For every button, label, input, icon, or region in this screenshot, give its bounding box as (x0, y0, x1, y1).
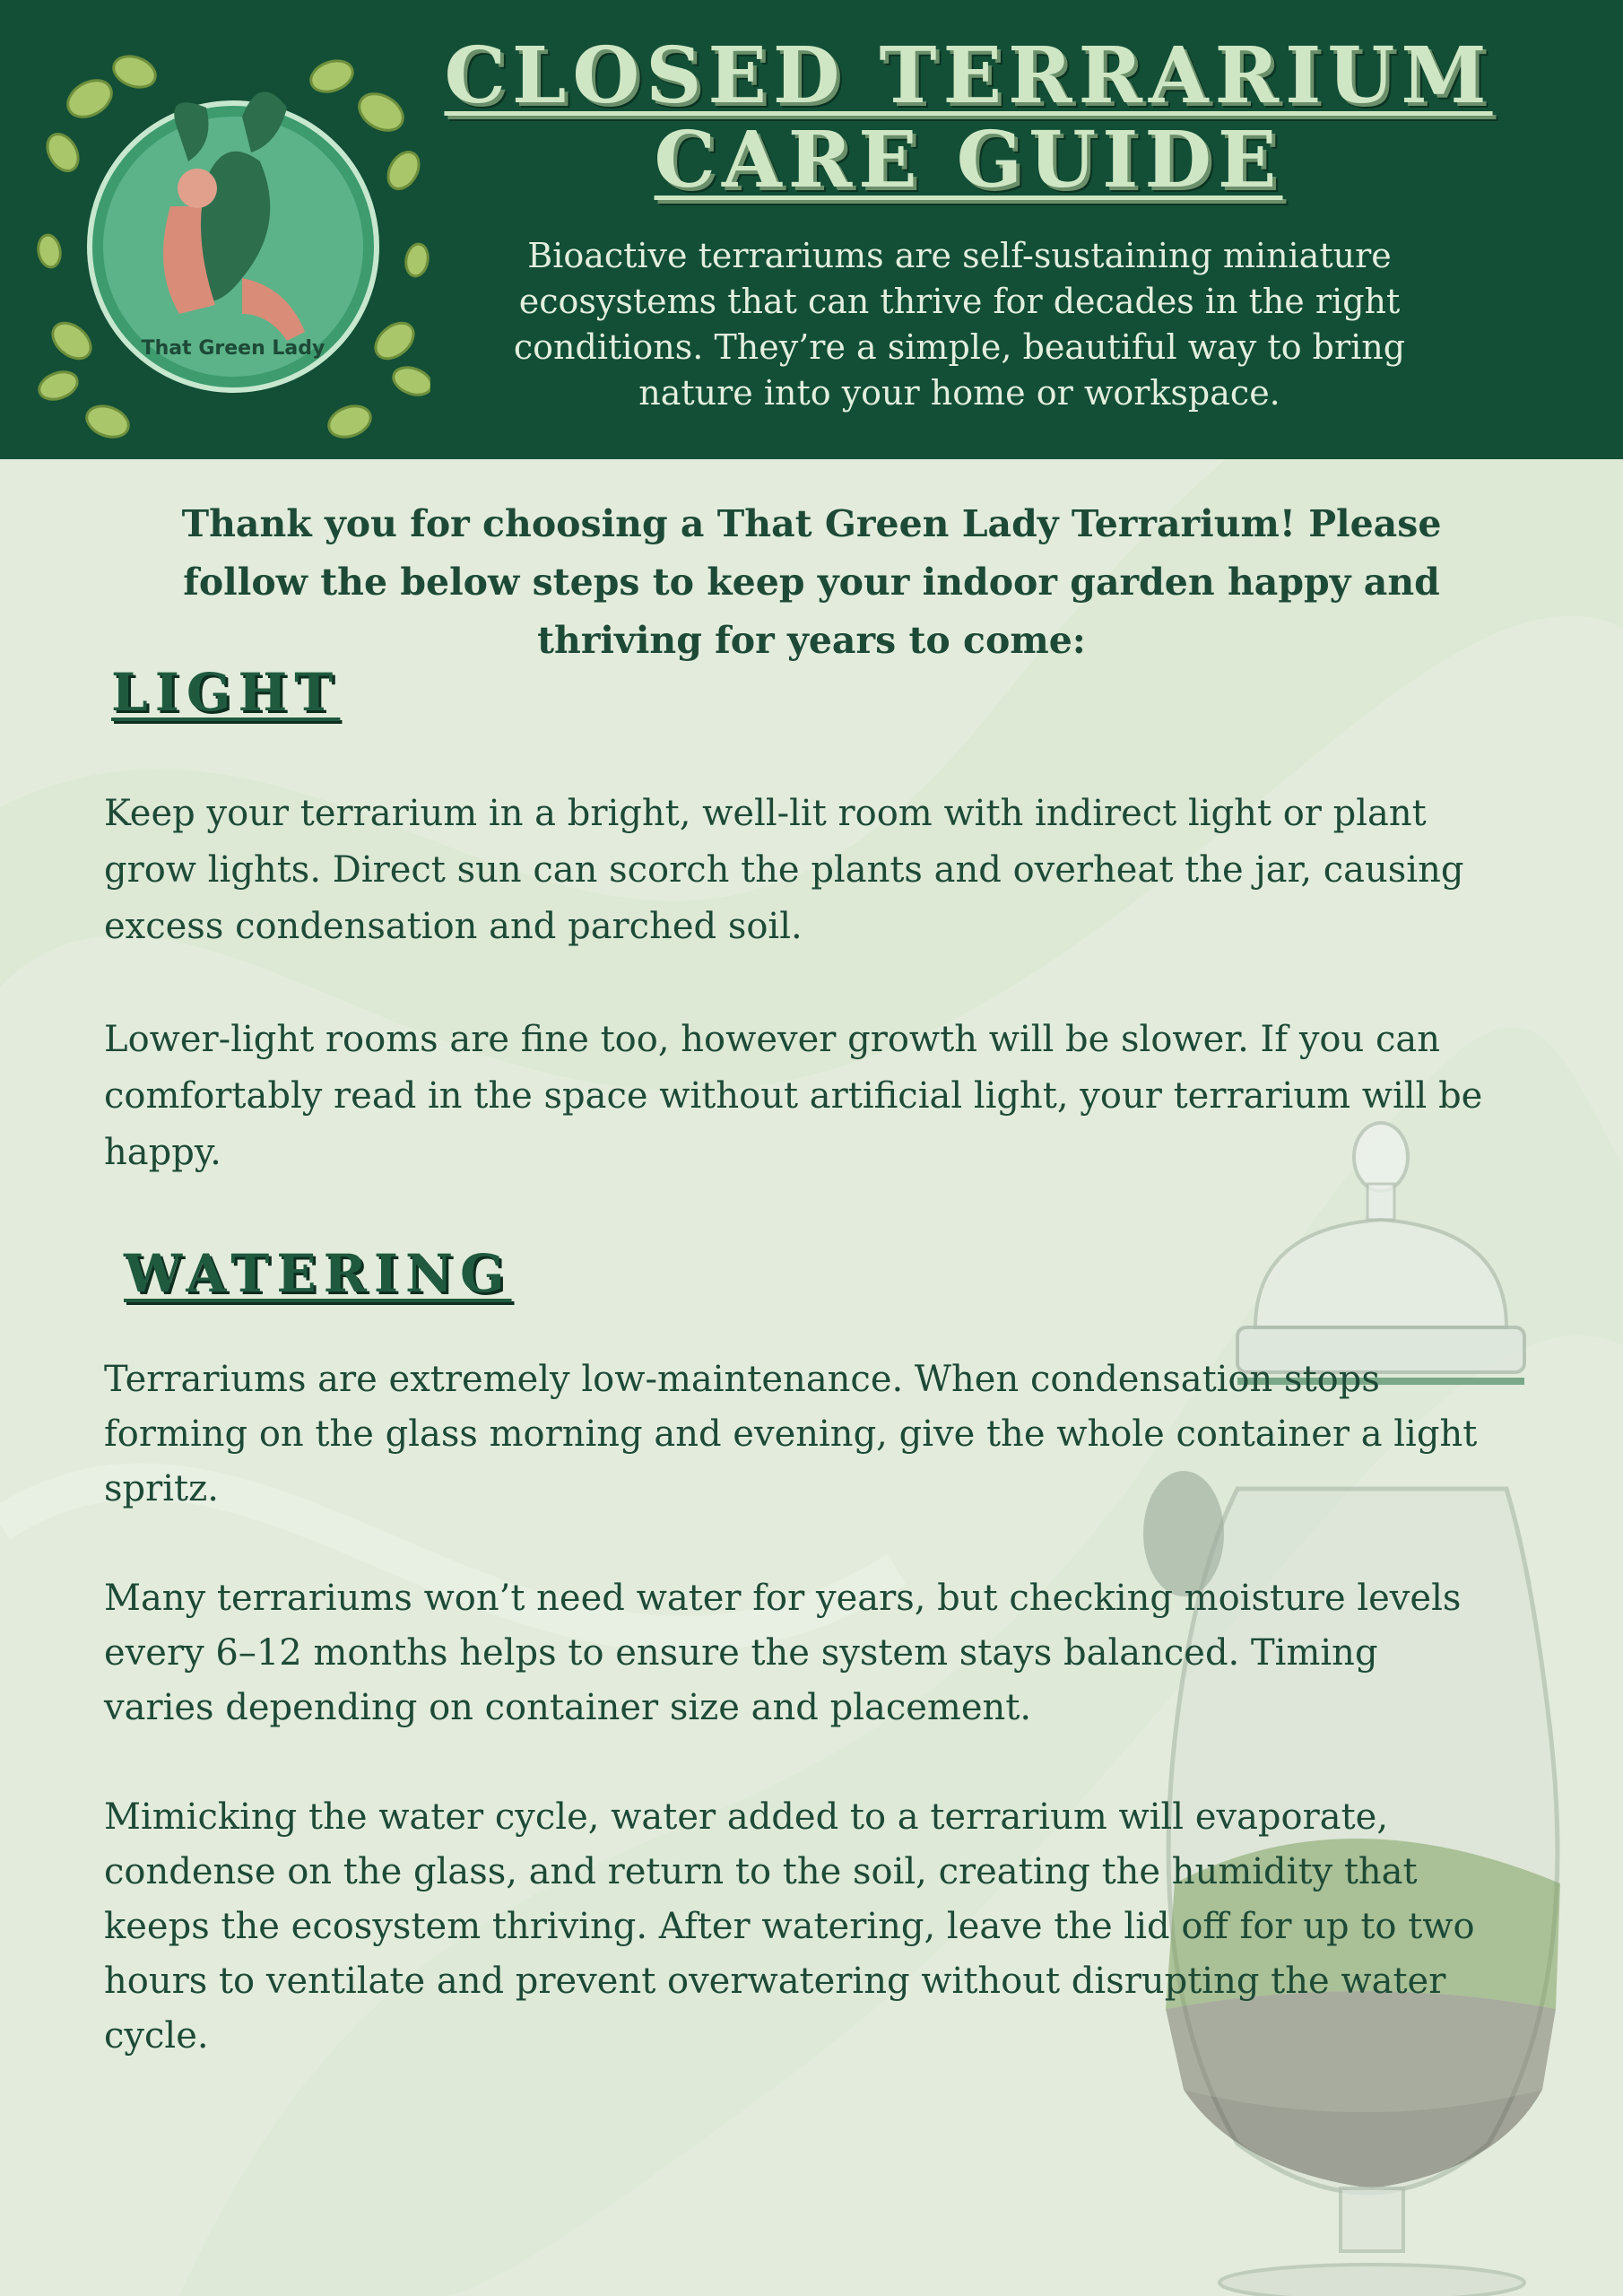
watering-paragraph-3: Mimicking the water cycle, water added to a terrarium will evaporate, condense on the glass, and return to the soil, creating the humidity that keeps the ecosystem thriving. After watering, leave the lid off for up to two hours to ventilate and prevent overwatering without disrupting the water cycle. (104, 1796, 1475, 2057)
title-line-1: CLOSED TERRARIUM (444, 30, 1493, 121)
title-line-2: CARE GUIDE (654, 115, 1283, 205)
page-title (430, 30, 1506, 205)
light-section (104, 786, 1485, 1238)
header-banner (0, 0, 1623, 459)
watering-heading: WATERING (124, 1243, 512, 1304)
watering-paragraph-2: Many terrariums won’t need water for years, but checking moisture levels every 6–12 months helps to ensure the system stays balanced. Timing varies depending on container size and placement. (104, 1578, 1462, 1728)
intro-text: Bioactive terrariums are self-sustaining miniature ecosystems that can thrive for decades in the right conditions. They’re a simple, beautiful way to bring nature into your home or workspace. (513, 236, 1406, 413)
watering-section (104, 1352, 1485, 2120)
light-paragraph-2: Lower-light rooms are fine too, however growth will be slower. If you can comfortably read in the space without artificial light, your terrarium will be happy. (104, 1019, 1483, 1173)
light-heading: LIGHT (111, 662, 341, 723)
svg-text:That Green Lady: That Green Lady (141, 337, 325, 360)
brand-logo (36, 45, 430, 448)
thank-you-message: Thank you for choosing a That Green Lady Terrarium! Please follow the below steps to keep your indoor garden happy and thriving for years to come: (181, 502, 1442, 662)
watering-paragraph-1: Terrariums are extremely low-maintenance. When condensation stops forming on the glass morning and evening, give the whole container a light spritz. (104, 1359, 1478, 1509)
light-paragraph-1: Keep your terrarium in a bright, well-lit room with indirect light or plant grow lights. Direct sun can scorch the plants and overheat the jar, causing excess condensation and parched soil. (104, 793, 1464, 947)
